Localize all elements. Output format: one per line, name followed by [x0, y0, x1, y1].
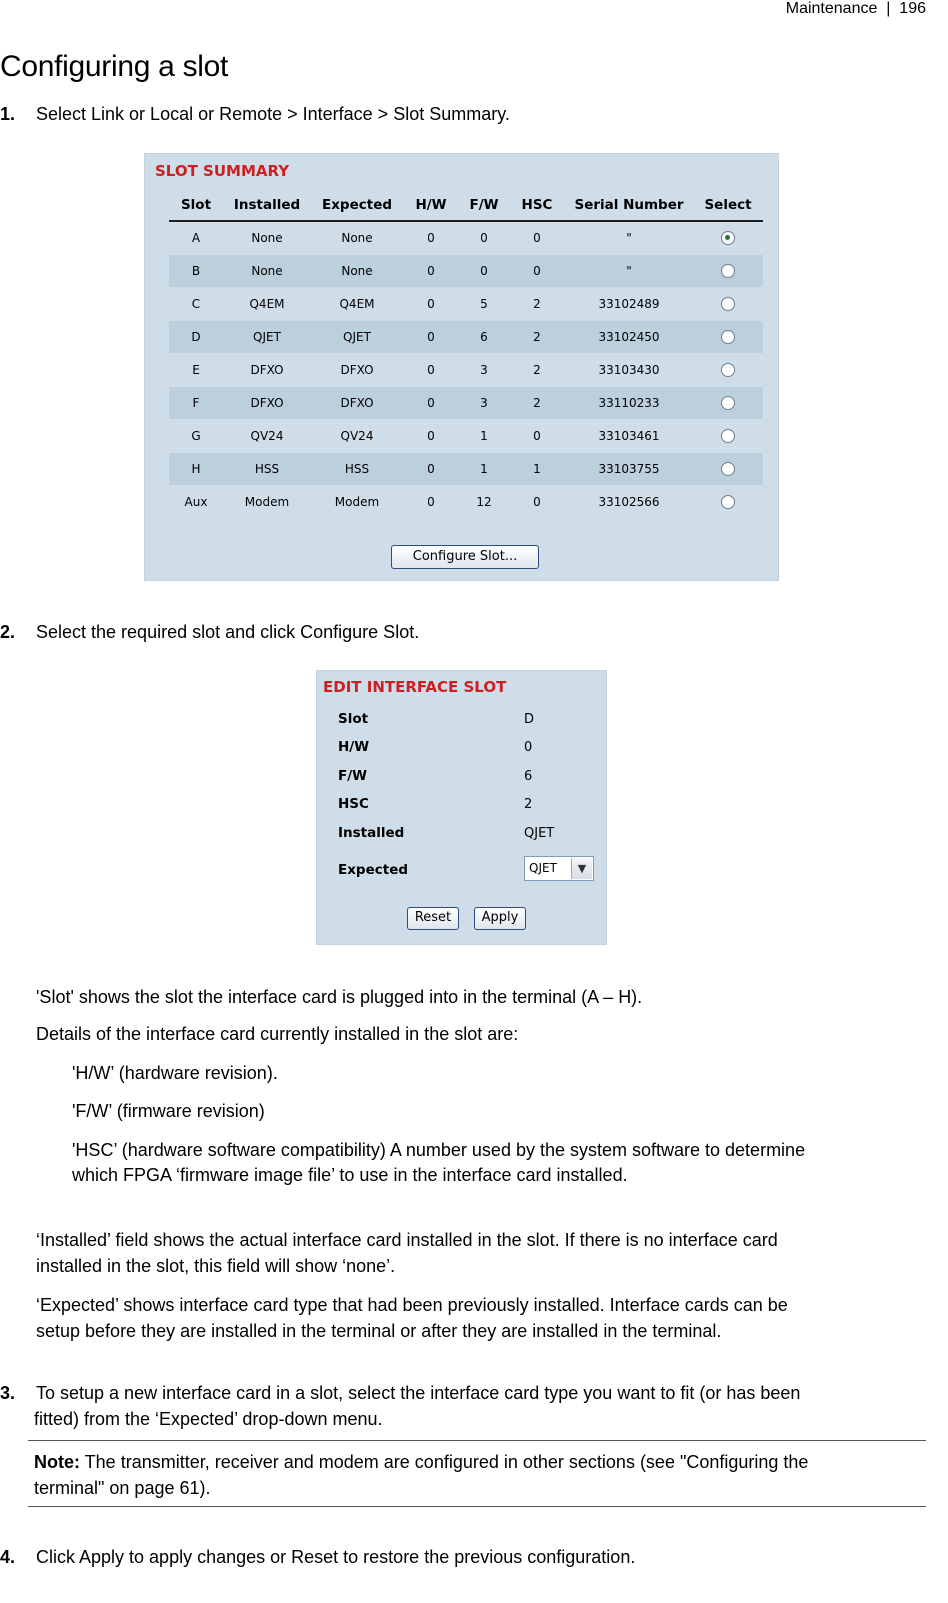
- table-cell: 2: [509, 321, 565, 354]
- table-cell: Aux: [169, 486, 223, 519]
- note-continued: terminal" on page 61).: [34, 1478, 211, 1498]
- select-cell: [693, 486, 763, 519]
- table-cell: 0: [403, 255, 459, 288]
- fw-value: 6: [524, 769, 533, 784]
- installed-label: Installed: [338, 825, 405, 841]
- table-cell: 33102566: [565, 486, 693, 519]
- step-text: Select Link or Local or Remote > Interface > Slot Summary.: [36, 104, 510, 124]
- select-cell: [693, 453, 763, 486]
- step-number: 2.: [0, 622, 16, 642]
- table-row: [169, 321, 763, 354]
- list-item: 'HSC’ (hardware software compatibility) A number used by the system software to determine: [72, 1140, 806, 1160]
- slot-summary-table: [169, 190, 763, 518]
- table-cell: 1: [459, 420, 509, 453]
- edit-interface-slot-panel: [316, 670, 607, 945]
- slot-summary-panel: [144, 153, 779, 581]
- table-cell: 33103430: [565, 354, 693, 387]
- select-cell: [693, 221, 763, 255]
- table-row: [169, 453, 763, 486]
- table-cell: 0: [403, 354, 459, 387]
- paragraph-continued: setup before they are installed in the terminal or after they are installed in the terminal.: [36, 1321, 722, 1341]
- hw-value: 0: [524, 740, 533, 755]
- step-text-continued: fitted) from the ‘Expected’ drop-down menu.: [34, 1409, 383, 1429]
- step-number: 1.: [0, 104, 16, 124]
- table-cell: B: [169, 255, 223, 288]
- table-cell: DFXO: [223, 354, 311, 387]
- step-text: Select the required slot and click Configure Slot.: [36, 622, 420, 642]
- table-cell: 0: [403, 453, 459, 486]
- table-cell: 0: [509, 420, 565, 453]
- table-cell: H: [169, 453, 223, 486]
- table-cell: QJET: [223, 321, 311, 354]
- paragraph: 'Slot' shows the slot the interface card is plugged into in the terminal (A – H).: [36, 987, 643, 1007]
- step-number: 4.: [0, 1547, 16, 1567]
- slot-select-radio[interactable]: [721, 297, 735, 311]
- column-header: Expected: [311, 190, 403, 221]
- column-header: HSC: [509, 190, 565, 221]
- table-cell: 0: [509, 221, 565, 255]
- table-cell: 0: [403, 321, 459, 354]
- column-header: F/W: [459, 190, 509, 221]
- table-cell: A: [169, 221, 223, 255]
- table-cell: QV24: [311, 420, 403, 453]
- table-cell: 33103461: [565, 420, 693, 453]
- table-cell: 0: [403, 486, 459, 519]
- table-cell: C: [169, 288, 223, 321]
- select-cell: [693, 255, 763, 288]
- table-cell: 1: [459, 453, 509, 486]
- table-cell: Q4EM: [311, 288, 403, 321]
- table-cell: F: [169, 387, 223, 420]
- slot-value: D: [524, 712, 535, 727]
- slot-select-radio[interactable]: [721, 462, 735, 476]
- table-cell: 0: [509, 255, 565, 288]
- table-cell: 12: [459, 486, 509, 519]
- step-number: 3.: [0, 1383, 16, 1403]
- reset-button[interactable]: Reset: [407, 907, 459, 930]
- table-cell: 33102450: [565, 321, 693, 354]
- table-cell: 0: [403, 420, 459, 453]
- paragraph-continued: installed in the slot, this field will show ‘none’.: [36, 1256, 396, 1276]
- table-cell: 2: [509, 288, 565, 321]
- table-cell: 33110233: [565, 387, 693, 420]
- table-cell: Modem: [223, 486, 311, 519]
- hsc-value: 2: [524, 797, 533, 812]
- table-cell: 1: [509, 453, 565, 486]
- table-cell: None: [223, 255, 311, 288]
- note-text: The transmitter, receiver and modem are configured in other sections (see "Configuring the: [80, 1452, 809, 1472]
- step-text: Click Apply to apply changes or Reset to restore the previous configuration.: [36, 1547, 636, 1567]
- section-title: Configuring a slot: [0, 50, 229, 83]
- table-cell: HSS: [311, 453, 403, 486]
- table-cell: ": [565, 221, 693, 255]
- table-cell: D: [169, 321, 223, 354]
- table-cell: 5: [459, 288, 509, 321]
- slot-select-radio[interactable]: [721, 330, 735, 344]
- column-header: Serial Number: [565, 190, 693, 221]
- step-text: To setup a new interface card in a slot, select the interface card type you want to fit (or has been: [36, 1383, 801, 1403]
- table-cell: 0: [403, 387, 459, 420]
- table-cell: 0: [459, 255, 509, 288]
- hsc-label: HSC: [338, 796, 369, 812]
- table-cell: 0: [459, 221, 509, 255]
- table-cell: 3: [459, 354, 509, 387]
- table-cell: 6: [459, 321, 509, 354]
- table-cell: Modem: [311, 486, 403, 519]
- slot-select-radio[interactable]: [721, 231, 735, 245]
- expected-select-value: QJET: [529, 861, 557, 875]
- slot-select-radio[interactable]: [721, 363, 735, 377]
- step-2: [0, 619, 948, 645]
- select-cell: [693, 420, 763, 453]
- paragraph: ‘Expected’ shows interface card type that had been previously installed. Interface cards can be: [36, 1295, 788, 1315]
- slot-summary-title: SLOT SUMMARY: [155, 162, 290, 180]
- slot-select-radio[interactable]: [721, 264, 735, 278]
- slot-select-radio[interactable]: [721, 429, 735, 443]
- table-cell: HSS: [223, 453, 311, 486]
- table-row: [169, 221, 763, 255]
- table-cell: None: [223, 221, 311, 255]
- table-cell: DFXO: [223, 387, 311, 420]
- paragraph: ‘Installed’ field shows the actual interface card installed in the slot. If there is no interface card: [36, 1230, 778, 1250]
- note-label: Note:: [34, 1452, 80, 1472]
- note-top-rule: [28, 1440, 926, 1441]
- table-cell: None: [311, 255, 403, 288]
- list-item-continued: which FPGA ‘firmware image file’ to use in the interface card installed.: [72, 1165, 628, 1185]
- table-header-row: [169, 190, 763, 221]
- slot-label: Slot: [338, 711, 369, 727]
- step-3: [0, 1380, 948, 1406]
- table-cell: DFXO: [311, 387, 403, 420]
- column-header: Select: [693, 190, 763, 221]
- table-cell: QV24: [223, 420, 311, 453]
- table-cell: 0: [509, 486, 565, 519]
- table-row: [169, 420, 763, 453]
- table-cell: 33103755: [565, 453, 693, 486]
- table-cell: E: [169, 354, 223, 387]
- table-row: [169, 486, 763, 519]
- table-cell: None: [311, 221, 403, 255]
- apply-button[interactable]: Apply: [474, 907, 526, 930]
- table-row: [169, 288, 763, 321]
- slot-select-radio[interactable]: [721, 396, 735, 410]
- slot-select-radio[interactable]: [721, 495, 735, 509]
- note: [34, 1449, 808, 1475]
- list-item: 'F/W’ (firmware revision): [72, 1101, 265, 1121]
- table-row: [169, 255, 763, 288]
- table-cell: DFXO: [311, 354, 403, 387]
- table-row: [169, 354, 763, 387]
- table-cell: Q4EM: [223, 288, 311, 321]
- table-row: [169, 387, 763, 420]
- table-cell: 33102489: [565, 288, 693, 321]
- table-cell: 2: [509, 354, 565, 387]
- paragraph: Details of the interface card currently installed in the slot are:: [36, 1024, 519, 1044]
- table-cell: ": [565, 255, 693, 288]
- edit-slot-title: EDIT INTERFACE SLOT: [323, 678, 507, 696]
- page-header: Maintenance | 196: [785, 0, 926, 17]
- list-item: 'H/W’ (hardware revision).: [72, 1063, 278, 1083]
- note-bottom-rule: [28, 1506, 926, 1507]
- hw-label: H/W: [338, 739, 370, 755]
- step-4: [0, 1544, 948, 1570]
- chevron-down-icon[interactable]: ▼: [571, 858, 592, 879]
- table-cell: QJET: [311, 321, 403, 354]
- column-header: Slot: [169, 190, 223, 221]
- expected-select[interactable]: [524, 856, 594, 881]
- table-cell: G: [169, 420, 223, 453]
- select-cell: [693, 288, 763, 321]
- table-cell: 0: [403, 288, 459, 321]
- fw-label: F/W: [338, 768, 368, 784]
- table-cell: 2: [509, 387, 565, 420]
- configure-slot-button[interactable]: Configure Slot...: [391, 545, 539, 569]
- table-cell: 0: [403, 221, 459, 255]
- column-header: Installed: [223, 190, 311, 221]
- select-cell: [693, 354, 763, 387]
- installed-value: QJET: [524, 826, 555, 841]
- table-cell: 3: [459, 387, 509, 420]
- expected-label: Expected: [338, 862, 409, 878]
- select-cell: [693, 321, 763, 354]
- select-cell: [693, 387, 763, 420]
- step-1: [0, 101, 948, 127]
- column-header: H/W: [403, 190, 459, 221]
